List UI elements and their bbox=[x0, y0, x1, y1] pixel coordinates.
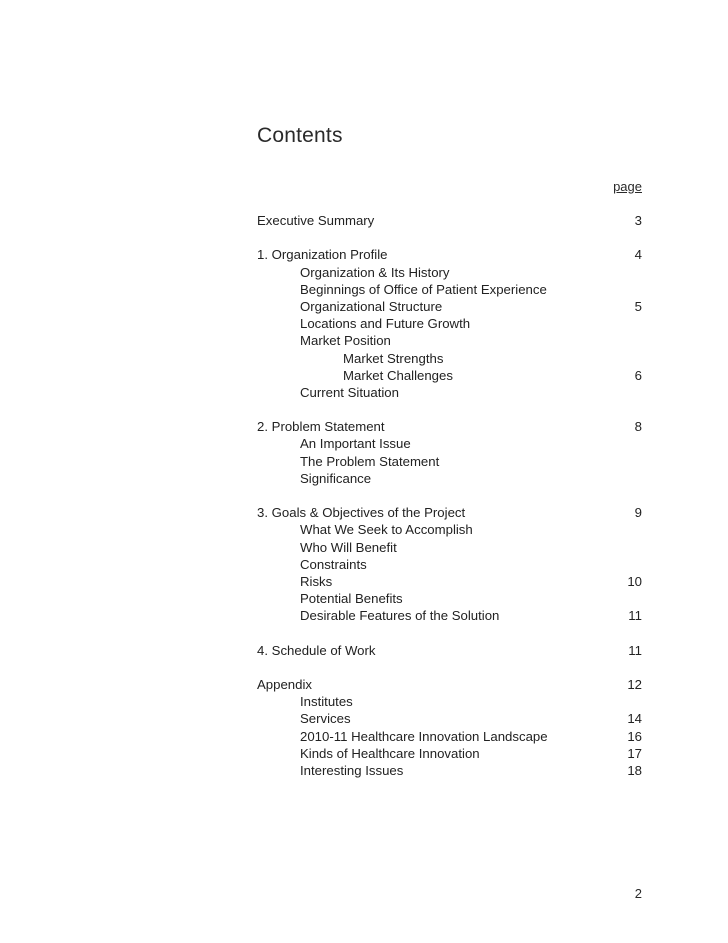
toc-entry bbox=[257, 315, 642, 332]
toc-spacer bbox=[257, 229, 642, 246]
toc-entry bbox=[257, 762, 642, 779]
toc-spacer bbox=[257, 625, 642, 642]
toc-entry-label: The Problem Statement bbox=[300, 453, 440, 469]
toc-entry-label: 2010-11 Healthcare Innovation Landscape bbox=[300, 728, 548, 744]
toc-entry-page: 10 bbox=[627, 573, 642, 589]
toc-entry-label: Desirable Features of the Solution bbox=[300, 608, 500, 624]
toc-entry-label: Interesting Issues bbox=[300, 763, 404, 778]
toc-entry-page: 11 bbox=[628, 608, 642, 624]
toc-entry-label: Significance bbox=[300, 470, 372, 486]
toc-entry bbox=[257, 607, 642, 624]
toc-entry bbox=[257, 693, 642, 710]
toc-entry-label: Kinds of Healthcare Innovation bbox=[300, 745, 480, 761]
toc-entry bbox=[257, 332, 642, 349]
toc-entry-page: 16 bbox=[627, 728, 642, 744]
toc-entry-page: 18 bbox=[627, 763, 642, 778]
toc-entry bbox=[257, 212, 642, 229]
toc-entry-label: Current Situation bbox=[300, 384, 399, 400]
toc-entry-label: Organization & Its History bbox=[300, 264, 450, 280]
toc-entry-label: Market Challenges bbox=[343, 367, 453, 383]
toc-entry bbox=[257, 367, 642, 384]
toc-entry-label: Constraints bbox=[300, 556, 367, 572]
toc-entry bbox=[257, 453, 642, 470]
toc-entry bbox=[257, 745, 642, 762]
toc-entry-page: 12 bbox=[627, 677, 642, 693]
toc-entry bbox=[257, 556, 642, 573]
toc-entry-label: Organizational Structure bbox=[300, 298, 443, 314]
toc-entry-page: 17 bbox=[627, 745, 642, 761]
toc-entry bbox=[257, 590, 642, 607]
toc-entry bbox=[257, 573, 642, 590]
toc-entry-label: Appendix bbox=[257, 677, 312, 693]
toc-entry bbox=[257, 298, 642, 315]
toc-entry-page: 5 bbox=[634, 298, 642, 314]
toc-entry bbox=[257, 246, 642, 263]
toc-entry bbox=[257, 504, 642, 521]
toc-entry bbox=[257, 676, 642, 693]
toc-entry-page: 14 bbox=[627, 711, 642, 727]
toc-entry-page: 6 bbox=[634, 367, 642, 383]
toc-entry-label: Who Will Benefit bbox=[300, 539, 397, 555]
toc-entry bbox=[257, 281, 642, 298]
toc-entry-label: Market Strengths bbox=[343, 350, 444, 366]
toc-entry-label: Locations and Future Growth bbox=[300, 316, 471, 332]
toc-entry-label: What We Seek to Accomplish bbox=[300, 522, 473, 538]
toc-spacer bbox=[257, 659, 642, 676]
toc-entry bbox=[257, 384, 642, 401]
toc-entry bbox=[257, 728, 642, 745]
toc-entry-label: Institutes bbox=[300, 694, 353, 710]
toc-entry-label: An Important Issue bbox=[300, 436, 411, 452]
toc-entry bbox=[257, 264, 642, 281]
page-column-header: page bbox=[613, 179, 642, 194]
page-title: Contents bbox=[257, 124, 343, 147]
table-of-contents bbox=[257, 212, 642, 779]
toc-entry-label: Executive Summary bbox=[257, 213, 375, 228]
toc-entry-label: 3. Goals & Objectives of the Project bbox=[257, 505, 466, 521]
toc-entry-label: Market Position bbox=[300, 333, 391, 349]
toc-entry-label: Services bbox=[300, 711, 351, 727]
toc-entry bbox=[257, 435, 642, 452]
toc-entry-label: 4. Schedule of Work bbox=[257, 642, 376, 658]
toc-entry-page: 9 bbox=[634, 505, 642, 521]
toc-entry-label: Beginnings of Office of Patient Experience bbox=[300, 281, 547, 297]
toc-entry bbox=[257, 539, 642, 556]
toc-entry bbox=[257, 710, 642, 727]
toc-entry-page: 4 bbox=[634, 247, 642, 263]
toc-entry-page: 3 bbox=[634, 213, 642, 228]
toc-entry-page: 11 bbox=[628, 642, 642, 658]
toc-entry-page: 8 bbox=[634, 419, 642, 435]
toc-entry-label: Potential Benefits bbox=[300, 591, 403, 607]
toc-entry-label: 1. Organization Profile bbox=[257, 247, 388, 263]
toc-entry-label: Risks bbox=[300, 573, 333, 589]
toc-entry bbox=[257, 470, 642, 487]
toc-entry-label: 2. Problem Statement bbox=[257, 419, 385, 435]
toc-entry bbox=[257, 350, 642, 367]
toc-entry bbox=[257, 418, 642, 435]
toc-entry bbox=[257, 642, 642, 659]
toc-spacer bbox=[257, 401, 642, 418]
toc-spacer bbox=[257, 487, 642, 504]
toc-entry bbox=[257, 521, 642, 538]
page-number: 2 bbox=[634, 886, 642, 901]
